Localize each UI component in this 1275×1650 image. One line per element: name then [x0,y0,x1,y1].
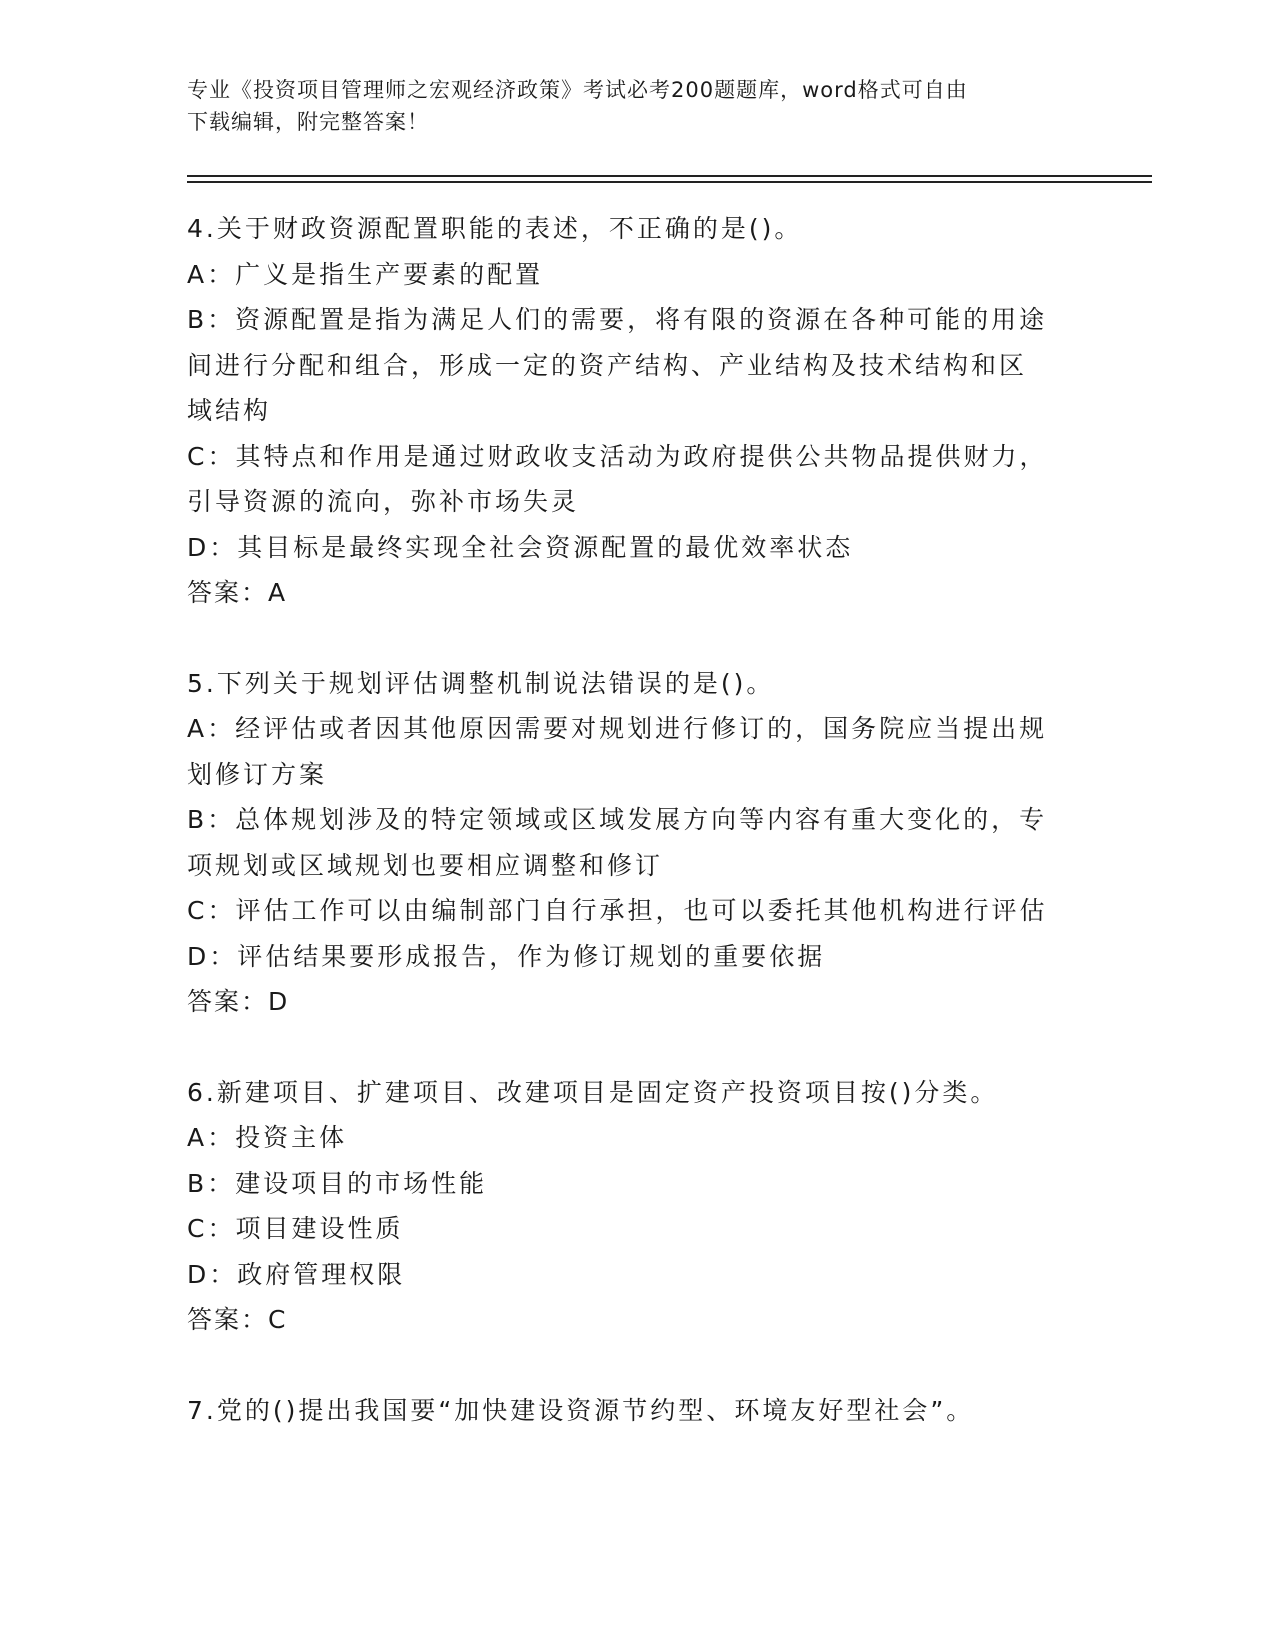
question-5 [187,661,1087,1025]
option-line: B：建设项目的市场性能 [187,1168,488,1198]
option-line: C：项目建设性质 [187,1214,404,1243]
document-header [187,74,1087,138]
question-list [187,206,1087,1478]
option-line: 引导资源的流向，弥补市场失灵 [187,487,580,516]
option-line: 域结构 [187,396,272,425]
option-line: A：广义是指生产要素的配置 [187,259,544,289]
question-6 [187,1070,1087,1343]
option-line: C：其特点和作用是通过财政收支活动为政府提供公共物品提供财力， [187,441,1048,471]
question-stem: 5.下列关于规划评估调整机制说法错误的是()。 [187,668,775,698]
header-divider-bottom [187,181,1152,183]
option-line: 间进行分配和组合，形成一定的资产结构、产业结构及技术结构和区 [187,350,1028,380]
option-line: A：投资主体 [187,1123,348,1152]
question-7 [187,1388,1087,1434]
option-line: A：经评估或者因其他原因需要对规划进行修订的，国务院应当提出规 [187,714,1048,743]
header-divider-top [187,175,1152,177]
question-stem: 4.关于财政资源配置职能的表述，不正确的是()。 [187,214,803,243]
option-line: D：其目标是最终实现全社会资源配置的最优效率状态 [187,532,854,562]
question-4 [187,206,1087,616]
answer-line: 答案：C [187,1305,288,1334]
option-line: D：政府管理权限 [187,1259,406,1289]
option-line: C：评估工作可以由编制部门自行承担，也可以委托其他机构进行评估 [187,896,1048,925]
option-line: D：评估结果要形成报告，作为修订规划的重要依据 [187,941,826,971]
option-line: 划修订方案 [187,759,328,789]
answer-line: 答案：D [187,987,290,1016]
header-line-2: 下载编辑，附完整答案！ [187,110,429,134]
option-line: B：总体规划涉及的特定领域或区域发展方向等内容有重大变化的，专 [187,805,1048,834]
answer-line: 答案：A [187,578,288,607]
option-line: 项规划或区域规划也要相应调整和修订 [187,850,664,880]
option-line: B：资源配置是指为满足人们的需要，将有限的资源在各种可能的用途 [187,305,1048,334]
question-stem: 6.新建项目、扩建项目、改建项目是固定资产投资项目按()分类。 [187,1077,999,1107]
header-line-1: 专业《投资项目管理师之宏观经济政策》考试必考200题题库，word格式可自由 [187,78,968,102]
question-stem: 7.党的()提出我国要“加快建设资源节约型、环境友好型社会”。 [187,1395,975,1425]
